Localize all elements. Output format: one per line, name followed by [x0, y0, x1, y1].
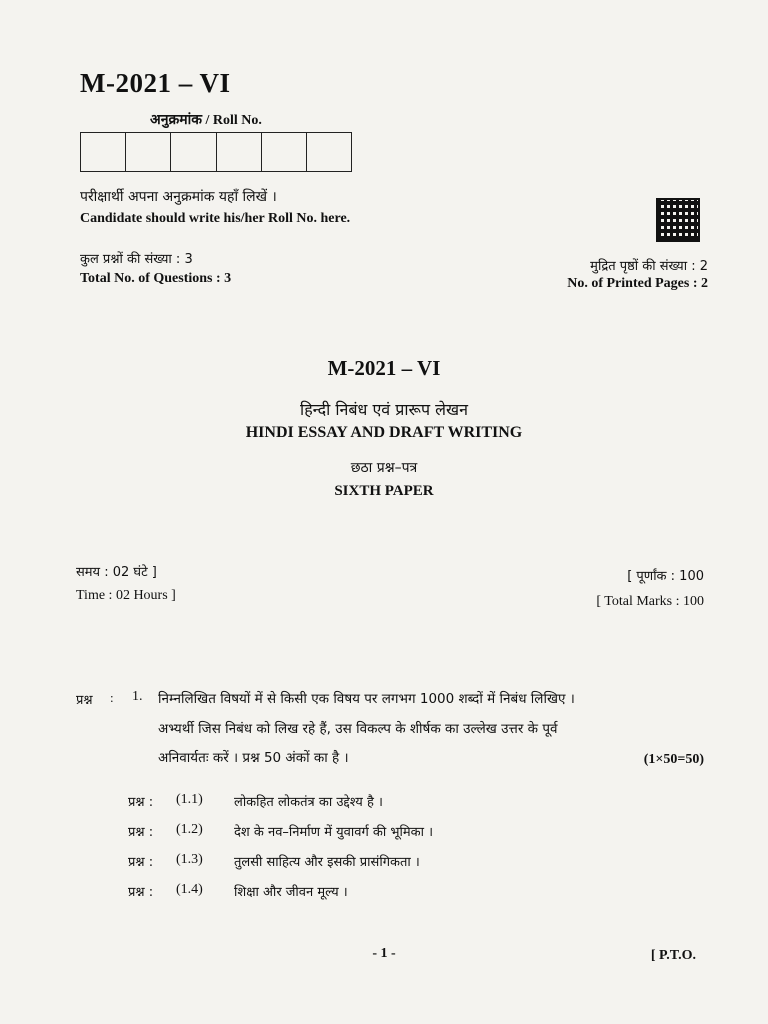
qr-code-icon: [656, 198, 700, 242]
time-english: Time : 02 Hours ]: [76, 588, 176, 603]
option-label: प्रश्न :: [128, 885, 154, 900]
roll-number-label: अनुक्रमांक / Roll No.: [150, 113, 262, 128]
option-text: लोकहित लोकतंत्र का उद्देश्य है ।: [234, 795, 383, 810]
question-colon: :: [110, 690, 114, 705]
paper-code-top: M-2021 – VI: [80, 68, 231, 98]
question-label: प्रश्न: [76, 693, 93, 708]
candidate-note-hindi: परीक्षार्थी अपना अनुक्रमांक यहाँ लिखें ।: [80, 189, 277, 205]
page-number: - 1 -: [372, 946, 396, 961]
paper-number-hindi: छठा प्रश्न–पत्र: [350, 460, 418, 476]
essay-option: [128, 852, 420, 870]
total-questions-english: Total No. of Questions : 3: [80, 271, 232, 286]
roll-cell[interactable]: [126, 133, 171, 171]
option-label: प्रश्न :: [128, 855, 154, 870]
roll-cell[interactable]: [217, 133, 262, 171]
option-text: शिक्षा और जीवन मूल्य ।: [234, 885, 348, 900]
option-label: प्रश्न :: [128, 825, 154, 840]
subject-title-english: HINDI ESSAY AND DRAFT WRITING: [245, 424, 523, 441]
total-marks-hindi: [ पूर्णांक : 100: [627, 569, 704, 584]
roll-number-boxes[interactable]: [80, 132, 352, 172]
option-text: देश के नव–निर्माण में युवावर्ग की भूमिका ।: [234, 825, 434, 840]
essay-option: [128, 882, 348, 900]
question-number: 1.: [132, 689, 143, 704]
time-hindi: समय : 02 घंटे ]: [76, 565, 157, 580]
roll-cell[interactable]: [307, 133, 351, 171]
question-marks: (1×50=50): [643, 752, 704, 767]
paper-code-title: M-2021 – VI: [327, 356, 441, 380]
printed-pages-hindi: मुद्रित पृष्ठों की संख्या : 2: [590, 259, 708, 274]
option-number: (1.2): [176, 822, 203, 837]
printed-pages-english: No. of Printed Pages : 2: [567, 276, 708, 291]
option-number: (1.3): [176, 852, 203, 867]
candidate-note-english: Candidate should write his/her Roll No. here.: [80, 211, 351, 226]
question-text-line-2: अभ्यर्थी जिस निबंध को लिख रहे हैं, उस विकल्प के शीर्षक का उल्लेख उत्तर के पूर्व: [158, 721, 558, 737]
option-number: (1.1): [176, 792, 203, 807]
please-turn-over: [ P.T.O.: [650, 948, 696, 963]
essay-option: [128, 822, 433, 840]
question-text-line-3: अनिवार्यतः करें । प्रश्न 50 अंकों का है ।: [158, 750, 349, 766]
total-questions-hindi: कुल प्रश्नों की संख्या : 3: [80, 252, 193, 267]
question-text-line-1: निम्नलिखित विषयों में से किसी एक विषय पर लगभग 1000 शब्दों में निबंध लिखिए ।: [158, 691, 575, 707]
roll-cell[interactable]: [81, 133, 126, 171]
option-number: (1.4): [176, 882, 203, 897]
paper-number-english: SIXTH PAPER: [334, 483, 434, 499]
option-label: प्रश्न :: [128, 795, 154, 810]
roll-cell[interactable]: [171, 133, 216, 171]
subject-title-hindi: हिन्दी निबंध एवं प्रारूप लेखन: [300, 400, 468, 419]
essay-option: [128, 792, 383, 810]
total-marks-english: [ Total Marks : 100: [596, 594, 704, 609]
roll-cell[interactable]: [262, 133, 307, 171]
option-text: तुलसी साहित्य और इसकी प्रासंगिकता ।: [234, 855, 420, 870]
